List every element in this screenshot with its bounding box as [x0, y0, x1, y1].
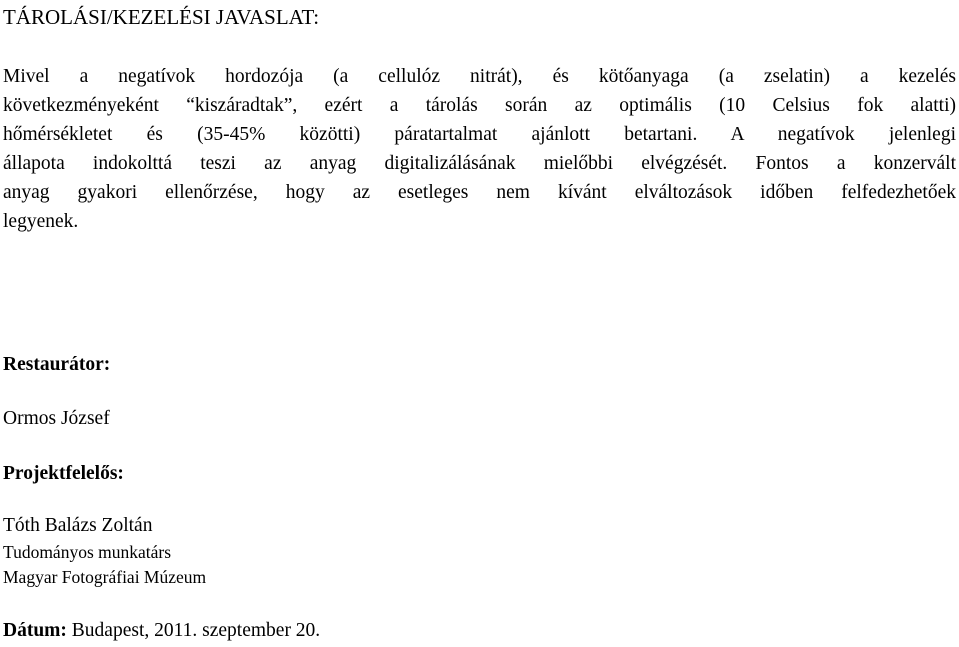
project-lead-organization: Magyar Fotográfiai Múzeum	[3, 567, 207, 587]
date-value: Budapest, 2011. szeptember 20.	[71, 620, 321, 641]
paragraph-line: legyenek.	[3, 211, 79, 232]
storage-recommendation-paragraph	[3, 62, 956, 236]
paragraph-line: állapota indokolttá teszi az anyag digitalizálásának mielőbbi elvégzését. Fontos a konzervált	[3, 153, 956, 174]
section-heading: TÁROLÁSI/KEZELÉSI JAVASLAT:	[3, 5, 320, 29]
date-row	[3, 619, 320, 643]
paragraph-line: anyag gyakori ellenőrzése, hogy az esetleges nem kívánt elváltozások időben felfedezhetőek	[3, 182, 956, 203]
restorer-label: Restaurátor:	[3, 354, 111, 375]
project-lead-name: Tóth Balázs Zoltán	[3, 515, 153, 536]
date-label: Dátum:	[3, 620, 67, 641]
restorer-name: Ormos József	[3, 408, 110, 429]
project-lead-role: Tudományos munkatárs	[3, 542, 172, 562]
paragraph-line: következményeként “kiszáradtak”, ezért a tárolás során az optimális (10 Celsius fok alatti)	[3, 95, 956, 116]
paragraph-line: Mivel a negatívok hordozója (a cellulóz nitrát), és kötőanyaga (a zselatin) a kezelés	[3, 66, 956, 87]
project-lead-label: Projektfelelős:	[3, 463, 124, 484]
paragraph-line: hőmérsékletet és (35-45% közötti) páratartalmat ajánlott betartani. A negatívok jelenlegi	[3, 124, 956, 145]
